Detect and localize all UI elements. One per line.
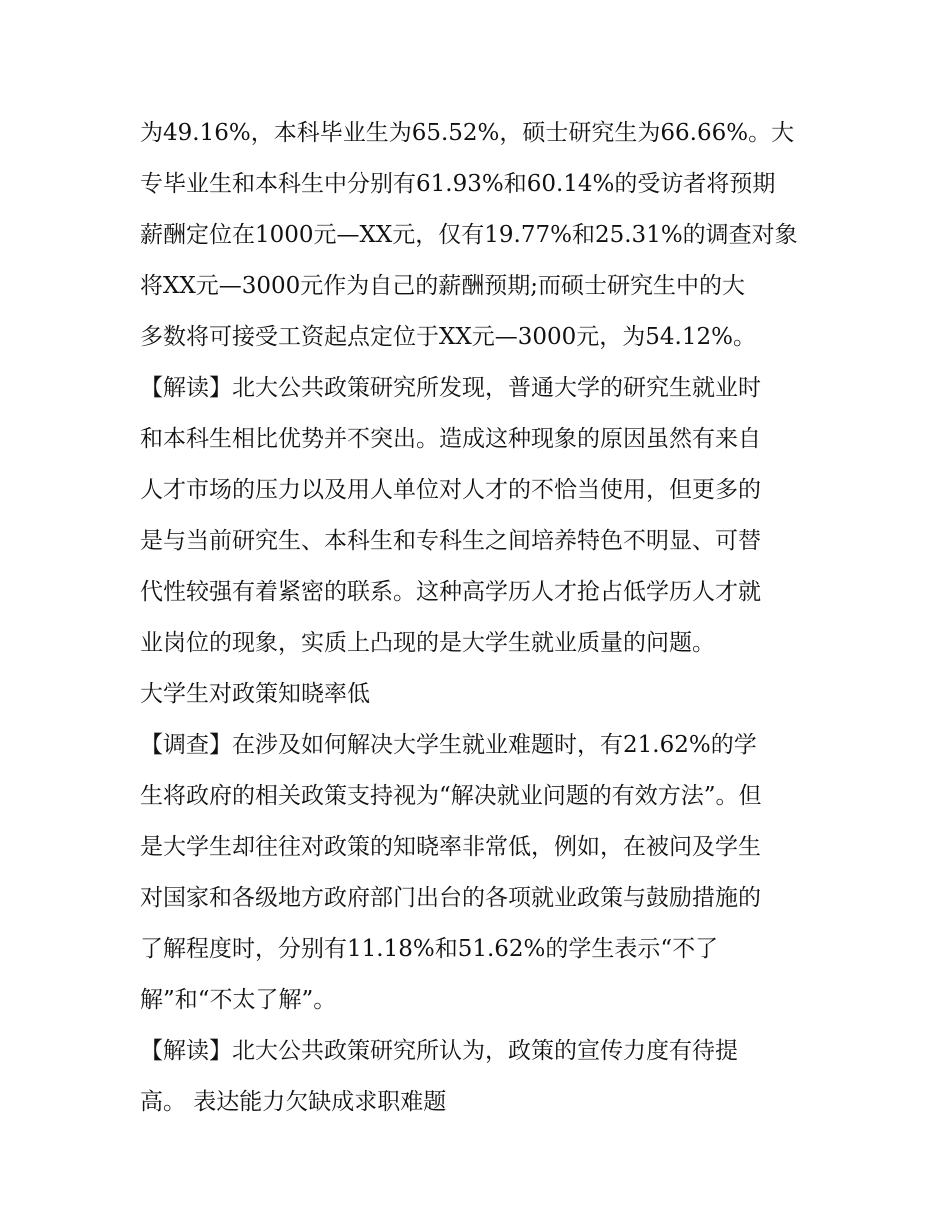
text-line: 业岗位的现象，实质上凸现的是大学生就业质量的问题。 xyxy=(140,630,715,656)
text-line: 为49.16%，本科毕业生为65.52%，硕士研究生为66.66%。大 xyxy=(140,120,795,146)
section-heading: 大学生对政策知晓率低 xyxy=(140,681,370,707)
text-line: 将XX元—3000元作为自己的薪酬预期;而硕士研究生中的大 xyxy=(140,273,746,299)
text-line: 多数将可接受工资起点定位于XX元—3000元，为54.12%。 xyxy=(140,324,756,350)
text-line: 专毕业生和本科生中分别有61.93%和60.14%的受访者将预期 xyxy=(140,171,776,197)
text-line: 是与当前研究生、本科生和专科生之间培养特色不明显、可替 xyxy=(140,528,761,554)
text-line: 代性较强有着紧密的联系。这种高学历人才抢占低学历人才就 xyxy=(140,579,761,605)
text-line: 生将政府的相关政策支持视为“解决就业问题的有效方法”。但 xyxy=(140,783,762,809)
text-line: 人才市场的压力以及用人单位对人才的不恰当使用，但更多的 xyxy=(140,477,761,503)
text-line: 【解读】北大公共政策研究所发现，普通大学的研究生就业时 xyxy=(140,375,761,401)
body-text xyxy=(140,108,820,1128)
text-line: 【解读】北大公共政策研究所认为，政策的宣传力度有待提 xyxy=(140,1038,738,1064)
text-line: 对国家和各级地方政府部门出台的各项就业政策与鼓励措施的 xyxy=(140,885,761,911)
text-line: 【调查】在涉及如何解决大学生就业难题时，有21.62%的学 xyxy=(140,732,757,758)
text-line: 薪酬定位在1000元—XX元，仅有19.77%和25.31%的调查对象 xyxy=(140,222,798,248)
text-line: 高。 表达能力欠缺成求职难题 xyxy=(140,1089,447,1115)
text-line: 解”和“不太了解”。 xyxy=(140,987,337,1013)
text-line: 是大学生却往往对政策的知晓率非常低，例如，在被问及学生 xyxy=(140,834,761,860)
text-line: 了解程度时，分别有11.18%和51.62%的学生表示“不了 xyxy=(140,936,719,962)
text-line: 和本科生相比优势并不突出。造成这种现象的原因虽然有来自 xyxy=(140,426,761,452)
